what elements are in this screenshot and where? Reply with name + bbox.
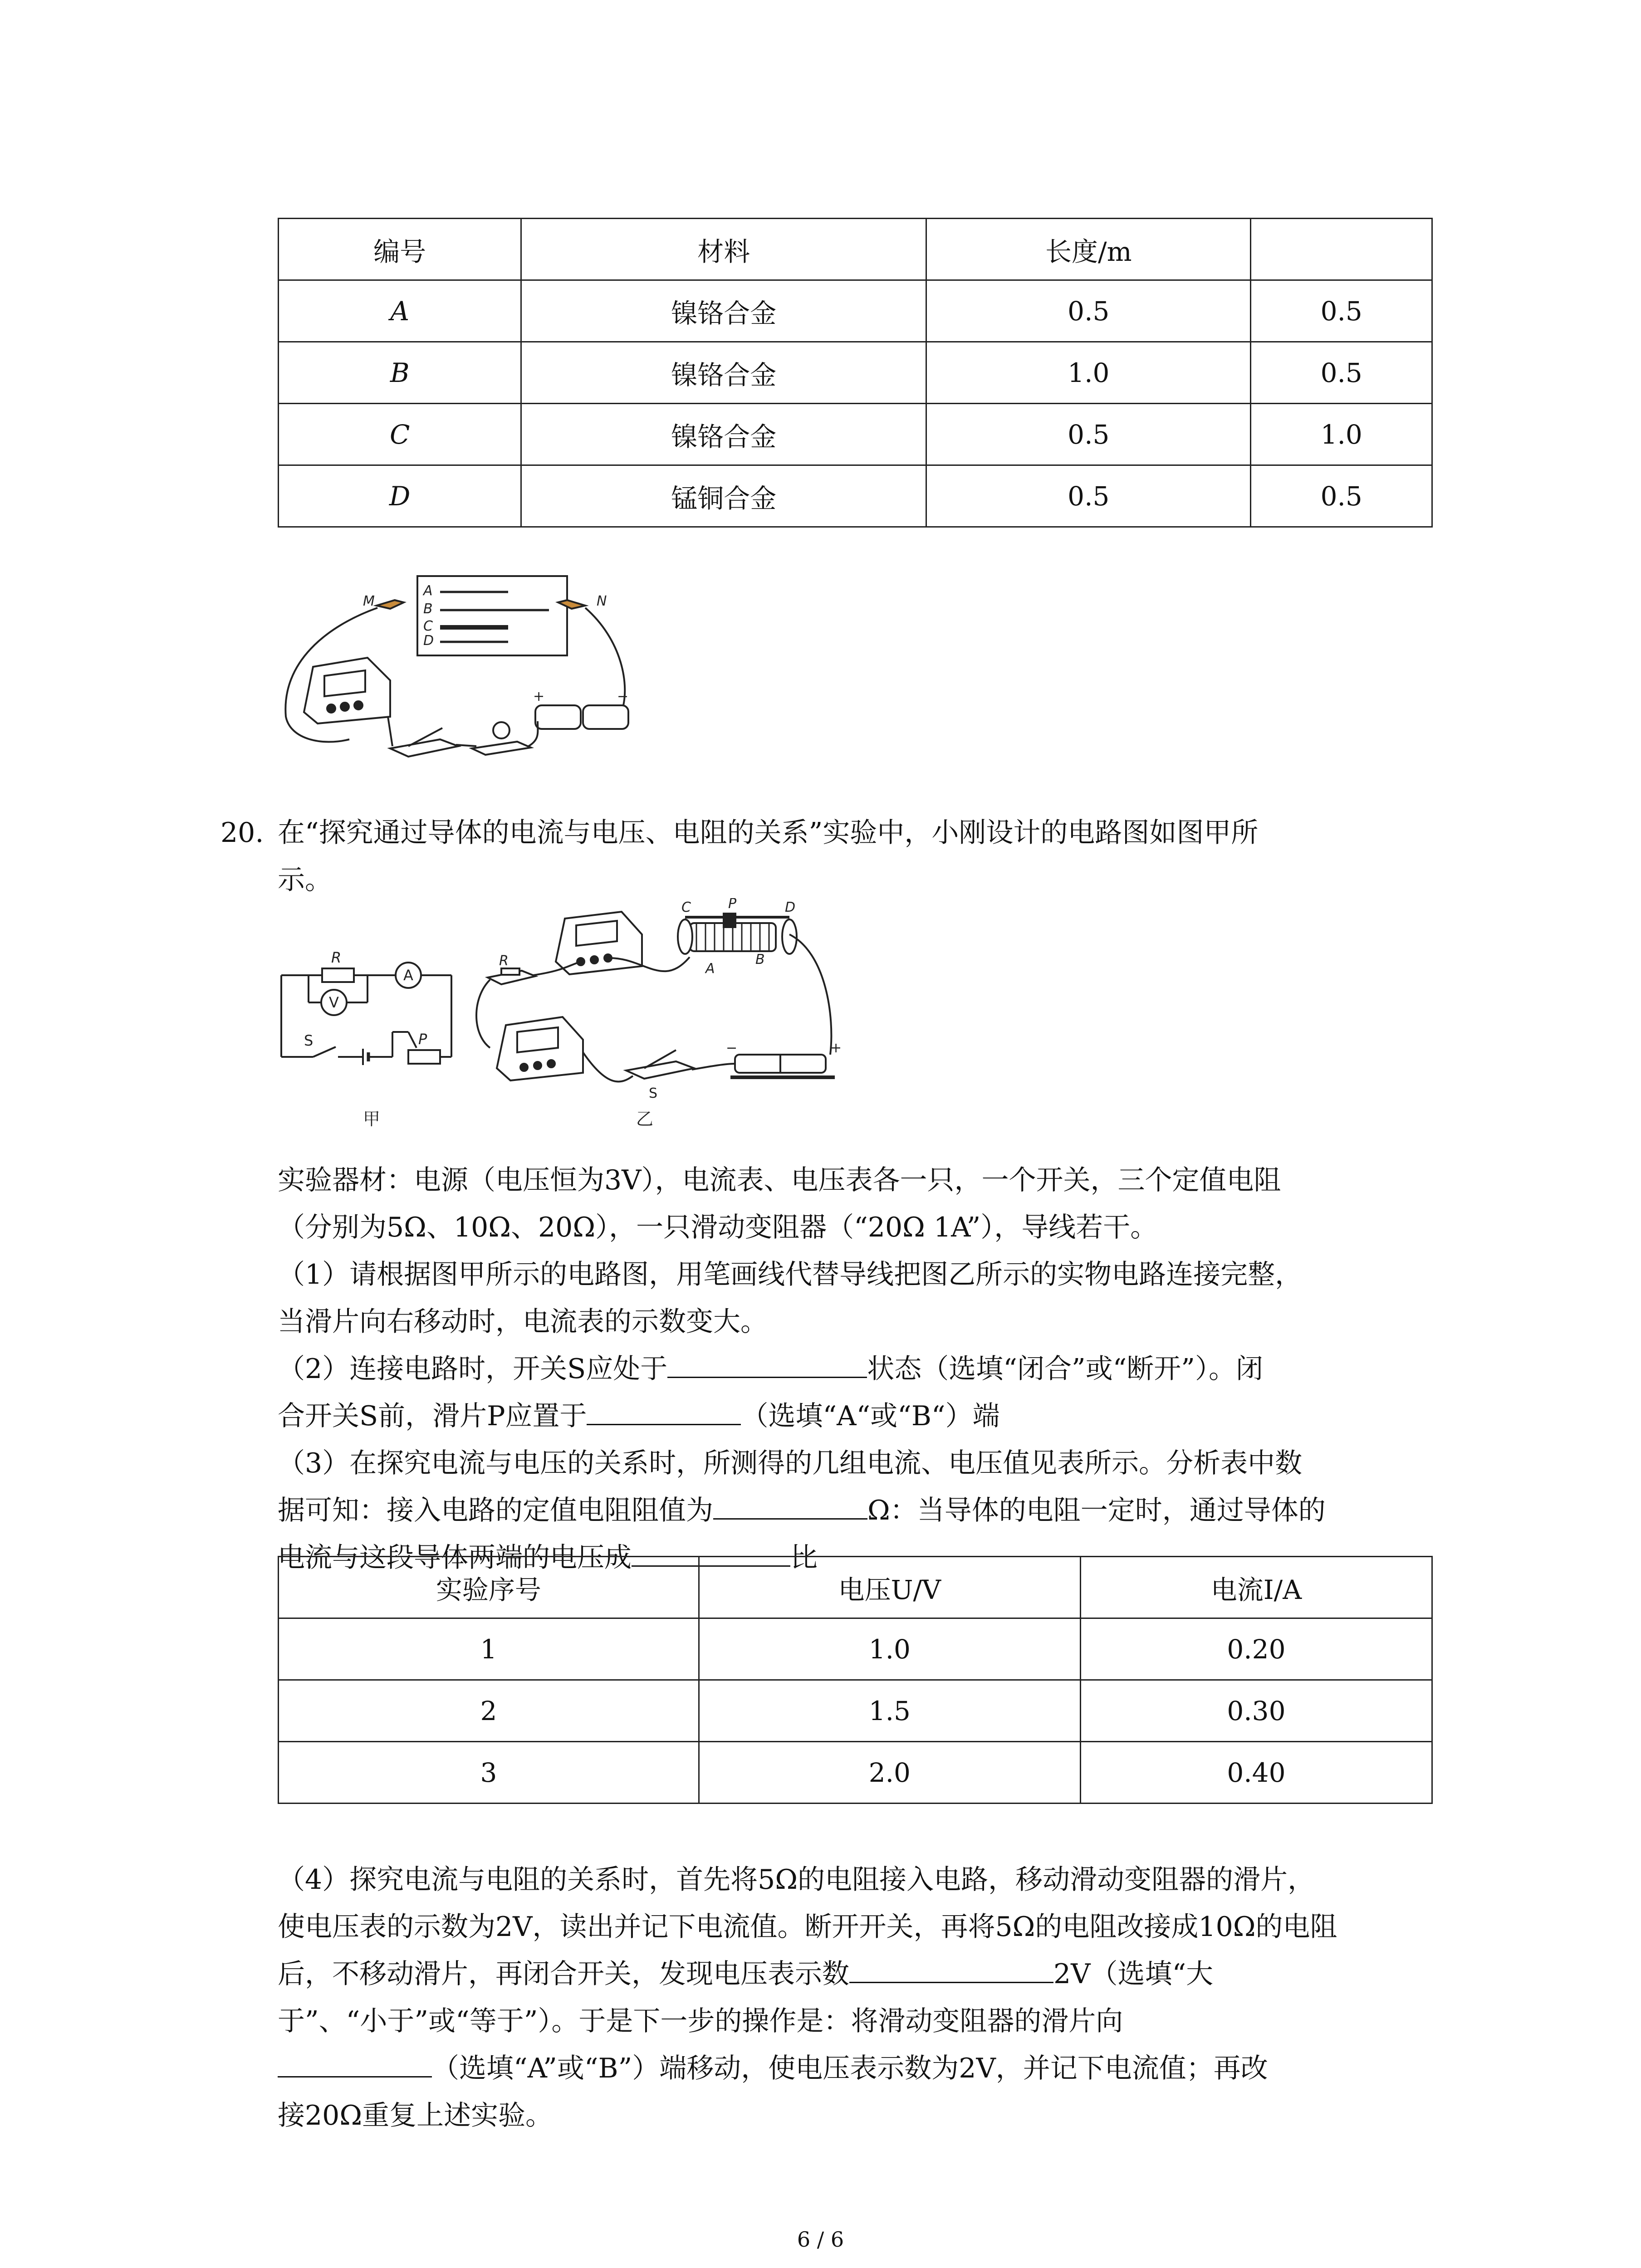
part-4-line <box>278 2045 1268 2092</box>
label-r: R <box>331 949 342 966</box>
switch <box>390 739 458 757</box>
part-4-text: （4）探究电流与电阻的关系时，首先将5Ω的电阻接入电路，移动滑动变阻器的滑片， <box>278 1864 1315 1896</box>
table-row <box>279 1742 1432 1804</box>
header-cell-material: 材料 <box>521 219 926 280</box>
question-stem: 示。 <box>278 864 332 896</box>
table-cell: 镍铬合金 <box>521 404 926 465</box>
header-cell-id: 编号 <box>279 219 521 280</box>
table-cell: 锰铜合金 <box>521 465 926 527</box>
answer-blank[interactable] <box>587 1398 741 1425</box>
label-v: V <box>329 994 339 1011</box>
answer-blank[interactable] <box>849 1956 1053 1983</box>
part-2-text: （2）连接电路时，开关S应处于 <box>278 1353 668 1385</box>
wire-board-figure <box>272 567 671 767</box>
equipment-text: （分别为5Ω、10Ω、20Ω），一只滑动变阻器（“20Ω 1A”），导线若干。 <box>278 1212 1158 1243</box>
label-s: S <box>649 1085 658 1101</box>
label-minus: − <box>726 1040 738 1056</box>
table-row <box>279 1680 1432 1742</box>
table-cell: 镍铬合金 <box>521 280 926 342</box>
table-header-row <box>279 1557 1432 1618</box>
answer-blank[interactable] <box>278 2051 432 2077</box>
table-row <box>279 342 1432 404</box>
label-s: S <box>304 1032 314 1049</box>
part-3-text: 电流与这段导体两端的电压成 <box>278 1542 632 1574</box>
table-cell: 0.5 <box>926 465 1251 527</box>
table-row <box>279 465 1432 527</box>
label-a: A <box>705 961 715 977</box>
header-cell-current: 电流I/A <box>1080 1557 1432 1618</box>
label-r: R <box>499 953 509 969</box>
part-1-text: 当滑片向右移动时，电流表的示数变大。 <box>278 1306 768 1338</box>
label-minus: − <box>617 689 629 704</box>
part-2-text: （选填“A“或“B“）端 <box>741 1400 1000 1432</box>
label-a: A <box>423 583 433 599</box>
part-4-text: 于”、“小于”或“等于”）。于是下一步的操作是：将滑动变阻器的滑片向 <box>278 2005 1123 2037</box>
label-p: P <box>728 898 737 912</box>
part-4-text: 后，不移动滑片，再闭合开关，发现电压表示数 <box>278 1958 849 1990</box>
label-b: B <box>755 952 765 968</box>
wire-board <box>417 576 567 655</box>
table-cell: A <box>279 280 521 342</box>
page-number: 6 / 6 <box>797 2227 844 2252</box>
equipment-text: 实验器材：电源（电压恒为3V），电流表、电压表各一只，一个开关，三个定值电阻 <box>278 1164 1281 1196</box>
part-1-text: （1）请根据图甲所示的电路图，用笔画线代替导线把图乙所示的实物电路连接完整， <box>278 1259 1303 1290</box>
table-row <box>279 1618 1432 1680</box>
part-2-line <box>278 1345 1263 1393</box>
part-3-text: Ω：当导体的电阻一定时，通过导体的 <box>867 1495 1326 1526</box>
label-d: D <box>785 899 796 915</box>
table-cell: 0.20 <box>1080 1618 1432 1680</box>
label-n: N <box>597 593 607 609</box>
figure-caption: 乙 <box>636 1109 654 1129</box>
table-row <box>279 404 1432 465</box>
table-cell: 0.5 <box>926 280 1251 342</box>
table-cell: 2.0 <box>699 1742 1080 1804</box>
table-cell: C <box>279 404 521 465</box>
header-cell-length: 长度/m <box>926 219 1251 280</box>
table-cell: 0.5 <box>1251 280 1432 342</box>
current-voltage-table <box>278 1556 1433 1804</box>
resistance-wire-table <box>278 218 1433 528</box>
switch <box>626 1061 694 1079</box>
switch-symbol <box>313 1047 336 1057</box>
table-cell: 镍铬合金 <box>521 342 926 404</box>
clip-m <box>377 600 404 609</box>
circuit-diagram-jia <box>272 943 463 1134</box>
label-c: C <box>423 618 433 634</box>
header-cell-empty <box>1251 219 1432 280</box>
table-cell: 1.5 <box>699 1680 1080 1742</box>
part-4-line <box>278 1950 1213 1998</box>
table-row <box>279 280 1432 342</box>
header-cell-trial: 实验序号 <box>279 1557 699 1618</box>
part-2-text: 合开关S前，滑片P应置于 <box>278 1400 587 1432</box>
header-cell-voltage: 电压U/V <box>699 1557 1080 1618</box>
part-4-text: 2V（选填“大 <box>1053 1958 1214 1990</box>
label-plus: + <box>830 1040 842 1056</box>
part-4-text: 使电压表的示数为2V，读出并记下电流值。断开开关，再将5Ω的电阻改接成10Ω的电阻 <box>278 1911 1337 1943</box>
table-cell: B <box>279 342 521 404</box>
table-cell: 0.5 <box>1251 465 1432 527</box>
answer-blank[interactable] <box>713 1493 867 1520</box>
part-3-line <box>278 1487 1326 1534</box>
table-cell: 0.40 <box>1080 1742 1432 1804</box>
table-cell: 1.0 <box>699 1618 1080 1680</box>
part-2-line <box>278 1393 1000 1440</box>
question-stem: 在“探究通过导体的电流与电压、电阻的关系”实验中，小刚设计的电路图如图甲所 <box>278 817 1259 849</box>
part-3-text: （3）在探究电流与电压的关系时，所测得的几组电流、电压值见表所示。分析表中数 <box>278 1447 1303 1479</box>
part-3-text: 据可知：接入电路的定值电阻阻值为 <box>278 1495 713 1526</box>
battery-cell <box>583 705 628 729</box>
rheostat-symbol <box>408 1050 440 1064</box>
part-2-text: 状态（选填“闭合”或“断开”）。闭 <box>867 1353 1263 1385</box>
label-a: A <box>403 967 413 984</box>
label-d: D <box>423 633 434 649</box>
part-3-text: 比 <box>790 1542 818 1574</box>
physical-circuit-yi <box>472 898 862 1134</box>
battery-cell <box>535 705 581 729</box>
table-cell: 1.0 <box>926 342 1251 404</box>
resistor-r <box>322 968 354 982</box>
part-4-text: （选填“A”或“B”）端移动，使电压表示数为2V，并记下电流值；再改 <box>432 2053 1268 2084</box>
question-number: 20. <box>220 817 264 849</box>
label-m: M <box>363 593 375 609</box>
table-cell: 0.30 <box>1080 1680 1432 1742</box>
table-cell: 1 <box>279 1618 699 1680</box>
table-cell: 0.5 <box>926 404 1251 465</box>
table-cell: 0.5 <box>1251 342 1432 404</box>
table-cell: 1.0 <box>1251 404 1432 465</box>
label-plus: + <box>533 689 545 704</box>
clip-n <box>558 600 585 609</box>
bulb <box>472 742 531 755</box>
table-cell: 3 <box>279 1742 699 1804</box>
label-p: P <box>418 1031 427 1048</box>
part-4-text: 接20Ω重复上述实验。 <box>278 2100 553 2131</box>
table-cell: D <box>279 465 521 527</box>
label-b: B <box>423 601 433 617</box>
label-c: C <box>681 899 691 915</box>
table-cell: 2 <box>279 1680 699 1742</box>
figure-caption: 甲 <box>363 1109 381 1129</box>
answer-blank[interactable] <box>667 1351 867 1378</box>
table-header-row <box>279 219 1432 280</box>
